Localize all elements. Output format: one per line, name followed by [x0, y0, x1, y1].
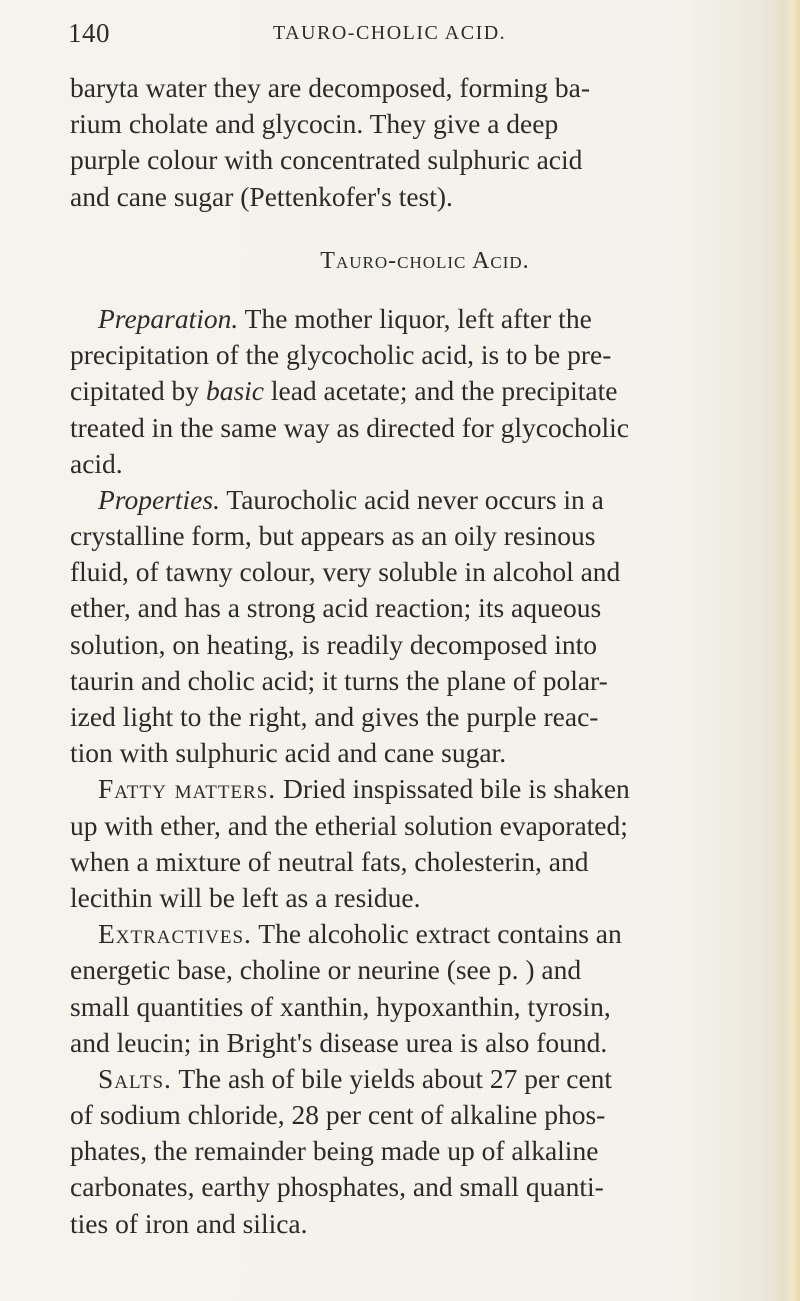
body-text — [70, 70, 740, 1242]
paragraph-extractives — [70, 916, 740, 1061]
paragraph-properties — [70, 482, 740, 772]
text-line: of sodium chloride, 28 per cent of alkaline phos- — [70, 1099, 606, 1131]
text-line: small quantities of xanthin, hypoxanthin, tyrosin, — [70, 990, 611, 1022]
text-line: acid. — [70, 447, 123, 479]
text-line: Extractives. The alcoholic extract contains an — [98, 918, 622, 950]
text-line: carbonates, earthy phosphates, and small quanti- — [70, 1171, 604, 1203]
text-line: tion with sulphuric acid and cane sugar. — [70, 737, 507, 769]
preparation-label: Preparation. — [98, 302, 239, 334]
text-line: Salts. The ash of bile yields about 27 per cent — [98, 1062, 613, 1094]
text-line: baryta water they are decomposed, forming ba- — [70, 72, 590, 103]
paragraph-preparation — [70, 301, 740, 482]
text-line: lecithin will be left as a residue. — [70, 881, 421, 913]
text-line: fluid, of tawny colour, very soluble in alcohol and — [70, 556, 621, 588]
salts-label: Salts. — [98, 1062, 172, 1094]
text-line: up with ether, and the etherial solution evaporated; — [70, 809, 628, 841]
properties-label: Properties. — [98, 483, 220, 515]
text-line: purple colour with concentrated sulphuric acid — [70, 144, 583, 176]
text-line: energetic base, choline or neurine (see p. ) and — [70, 954, 582, 986]
text-line: when a mixture of neutral fats, cholesterin, and — [70, 845, 589, 877]
extractives-label: Extractives. — [98, 918, 252, 950]
text-line: phates, the remainder being made up of alkaline — [70, 1135, 599, 1167]
text-line: ether, and has a strong acid reaction; its aqueous — [70, 592, 602, 624]
text-line: Preparation. The mother liquor, left after the — [98, 302, 592, 334]
text-line: taurin and cholic acid; it turns the plane of polar- — [70, 664, 608, 696]
text-line: solution, on heating, is readily decomposed into — [70, 628, 597, 660]
section-heading: Tauro-cholic Acid. — [320, 247, 530, 274]
text-line: precipitation of the glycocholic acid, is to be pre- — [70, 339, 612, 371]
running-head — [68, 18, 748, 54]
text-line: ties of iron and silica. — [70, 1207, 308, 1239]
text-line: crystalline form, but appears as an oily resinous — [70, 520, 596, 552]
fatty-matters-label: Fatty matters. — [98, 773, 277, 805]
paragraph-salts — [70, 1061, 740, 1242]
text-line: Fatty matters. Dried inspissated bile is shaken — [98, 773, 630, 805]
text-line: and cane sugar (Pettenkofer's test). — [70, 180, 453, 212]
running-head-title: TAURO-CHOLIC ACID. — [273, 22, 507, 44]
text-line: rium cholate and glycocin. They give a deep — [70, 108, 559, 140]
page-number: 140 — [68, 18, 110, 48]
paragraph-intro — [70, 70, 740, 215]
text-line: cipitated by basic lead acetate; and the precipitate — [70, 375, 618, 407]
text-line: ized light to the right, and gives the purple reac- — [70, 701, 599, 732]
text-line: Properties. Taurocholic acid never occurs in a — [98, 483, 604, 515]
page-edge — [774, 0, 800, 1301]
text-line: and leucin; in Bright's disease urea is also found. — [70, 1026, 608, 1058]
paragraph-fatty-matters — [70, 771, 740, 916]
text-line: treated in the same way as directed for glycocholic — [70, 411, 629, 443]
